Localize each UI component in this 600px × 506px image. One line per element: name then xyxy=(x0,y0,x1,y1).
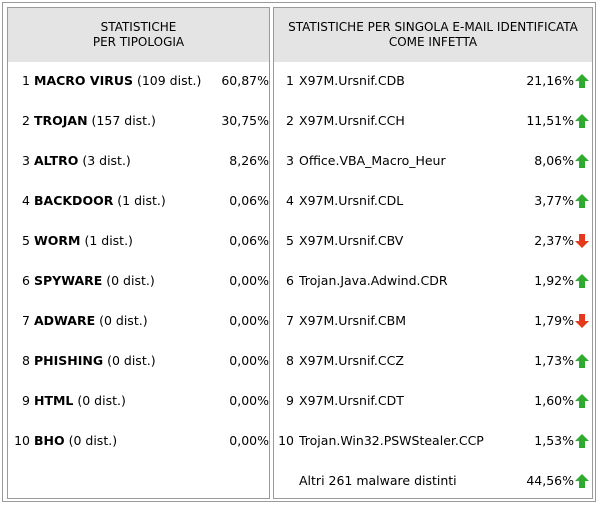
arrow-up-icon xyxy=(575,354,589,368)
type-percentage: 0,00% xyxy=(229,313,269,328)
malware-name: X97M.Ursnif.CBV xyxy=(299,233,404,248)
row-number: 7 xyxy=(22,313,30,328)
type-row xyxy=(8,71,269,91)
row-label xyxy=(34,71,201,91)
row-number: 9 xyxy=(22,393,30,408)
malware-row xyxy=(274,351,592,371)
malware-name: X97M.Ursnif.CDL xyxy=(299,193,404,208)
type-name: ADWARE xyxy=(34,313,96,328)
email-stats-header: STATISTICHE PER SINGOLA E-MAIL IDENTIFICATA COME INFETTA xyxy=(274,8,592,62)
type-row xyxy=(8,311,269,331)
type-stats-panel xyxy=(7,7,270,499)
arrow-up-icon xyxy=(575,474,589,488)
malware-percentage: 8,06% xyxy=(534,153,574,168)
malware-row xyxy=(274,151,592,171)
type-name: SPYWARE xyxy=(34,273,103,288)
malware-name: Office.VBA_Macro_Heur xyxy=(299,153,446,168)
arrow-down-icon xyxy=(575,234,589,248)
type-percentage: 0,00% xyxy=(229,273,269,288)
type-percentage: 0,00% xyxy=(229,393,269,408)
type-name: HTML xyxy=(34,393,74,408)
arrow-up-icon xyxy=(575,434,589,448)
type-name: MACRO VIRUS xyxy=(34,73,133,88)
row-number: 1 xyxy=(22,73,30,88)
row-label xyxy=(34,231,133,251)
malware-name: X97M.Ursnif.CBM xyxy=(299,313,406,328)
type-name: BACKDOOR xyxy=(34,193,114,208)
distinct-count: (3 dist.) xyxy=(78,153,131,168)
malware-percentage: 1,60% xyxy=(534,393,574,408)
type-percentage: 0,00% xyxy=(229,353,269,368)
type-name: PHISHING xyxy=(34,353,104,368)
stats-container xyxy=(2,2,596,502)
distinct-count: (109 dist.) xyxy=(133,73,202,88)
row-number: 5 xyxy=(22,233,30,248)
distinct-count: (0 dist.) xyxy=(95,313,148,328)
type-percentage: 60,87% xyxy=(221,73,269,88)
type-row xyxy=(8,151,269,171)
row-label xyxy=(34,271,155,291)
type-row xyxy=(8,431,269,451)
row-number: 3 xyxy=(22,153,30,168)
row-label xyxy=(34,191,166,211)
malware-percentage: 1,53% xyxy=(534,433,574,448)
type-percentage: 0,06% xyxy=(229,233,269,248)
arrow-down-icon xyxy=(575,314,589,328)
type-row xyxy=(8,271,269,291)
type-percentage: 0,00% xyxy=(229,433,269,448)
email-stats-panel xyxy=(273,7,593,499)
type-row xyxy=(8,351,269,371)
row-number: 7 xyxy=(286,313,294,328)
distinct-count: (0 dist.) xyxy=(102,273,155,288)
malware-name: X97M.Ursnif.CDB xyxy=(299,73,405,88)
distinct-count: (0 dist.) xyxy=(64,433,118,448)
distinct-count: (0 dist.) xyxy=(73,393,126,408)
malware-percentage: 3,77% xyxy=(534,193,574,208)
row-number: 3 xyxy=(286,153,294,168)
malware-percentage: 2,37% xyxy=(534,233,574,248)
row-number: 10 xyxy=(278,433,294,448)
arrow-up-icon xyxy=(575,194,589,208)
row-label xyxy=(34,311,148,331)
malware-row xyxy=(274,191,592,211)
malware-row xyxy=(274,431,592,451)
type-name: TROJAN xyxy=(34,113,88,128)
row-number: 6 xyxy=(22,273,30,288)
row-label xyxy=(34,151,131,171)
malware-row xyxy=(274,231,592,251)
type-row xyxy=(8,231,269,251)
arrow-up-icon xyxy=(575,114,589,128)
malware-row xyxy=(274,71,592,91)
malware-percentage: 11,51% xyxy=(526,113,574,128)
row-number: 8 xyxy=(286,353,294,368)
row-number: 1 xyxy=(286,73,294,88)
malware-percentage: 44,56% xyxy=(526,473,574,488)
malware-percentage: 1,79% xyxy=(534,313,574,328)
row-number: 5 xyxy=(286,233,294,248)
malware-name: X97M.Ursnif.CCZ xyxy=(299,353,404,368)
row-label xyxy=(34,351,156,371)
row-label xyxy=(34,391,126,411)
malware-row xyxy=(274,271,592,291)
type-percentage: 0,06% xyxy=(229,193,269,208)
malware-row xyxy=(274,311,592,331)
type-percentage: 30,75% xyxy=(221,113,269,128)
row-number: 8 xyxy=(22,353,30,368)
type-name: ALTRO xyxy=(34,153,79,168)
type-name: BHO xyxy=(34,433,65,448)
malware-percentage: 1,92% xyxy=(534,273,574,288)
malware-row xyxy=(274,391,592,411)
distinct-count: (1 dist.) xyxy=(80,233,133,248)
malware-name: X97M.Ursnif.CDT xyxy=(299,393,404,408)
row-number: 4 xyxy=(286,193,294,208)
malware-name: Trojan.Win32.PSWStealer.CCP xyxy=(299,433,484,448)
type-percentage: 8,26% xyxy=(229,153,269,168)
malware-name: Trojan.Java.Adwind.CDR xyxy=(299,273,448,288)
distinct-count: (1 dist.) xyxy=(113,193,166,208)
type-name: WORM xyxy=(34,233,81,248)
row-number: 4 xyxy=(22,193,30,208)
arrow-up-icon xyxy=(575,154,589,168)
row-label xyxy=(34,431,117,451)
type-row xyxy=(8,111,269,131)
malware-row xyxy=(274,471,592,491)
malware-name: X97M.Ursnif.CCH xyxy=(299,113,405,128)
distinct-count: (0 dist.) xyxy=(103,353,156,368)
malware-percentage: 21,16% xyxy=(526,73,574,88)
type-row xyxy=(8,191,269,211)
row-number: 9 xyxy=(286,393,294,408)
malware-row xyxy=(274,111,592,131)
type-row xyxy=(8,391,269,411)
row-label xyxy=(34,111,156,131)
row-number: 6 xyxy=(286,273,294,288)
row-number: 10 xyxy=(14,433,30,448)
arrow-up-icon xyxy=(575,74,589,88)
arrow-up-icon xyxy=(575,394,589,408)
distinct-count: (157 dist.) xyxy=(87,113,156,128)
type-stats-header: STATISTICHE PER TIPOLOGIA xyxy=(8,8,269,62)
row-number: 2 xyxy=(22,113,30,128)
row-number: 2 xyxy=(286,113,294,128)
malware-name: Altri 261 malware distinti xyxy=(299,473,457,488)
malware-percentage: 1,73% xyxy=(534,353,574,368)
arrow-up-icon xyxy=(575,274,589,288)
